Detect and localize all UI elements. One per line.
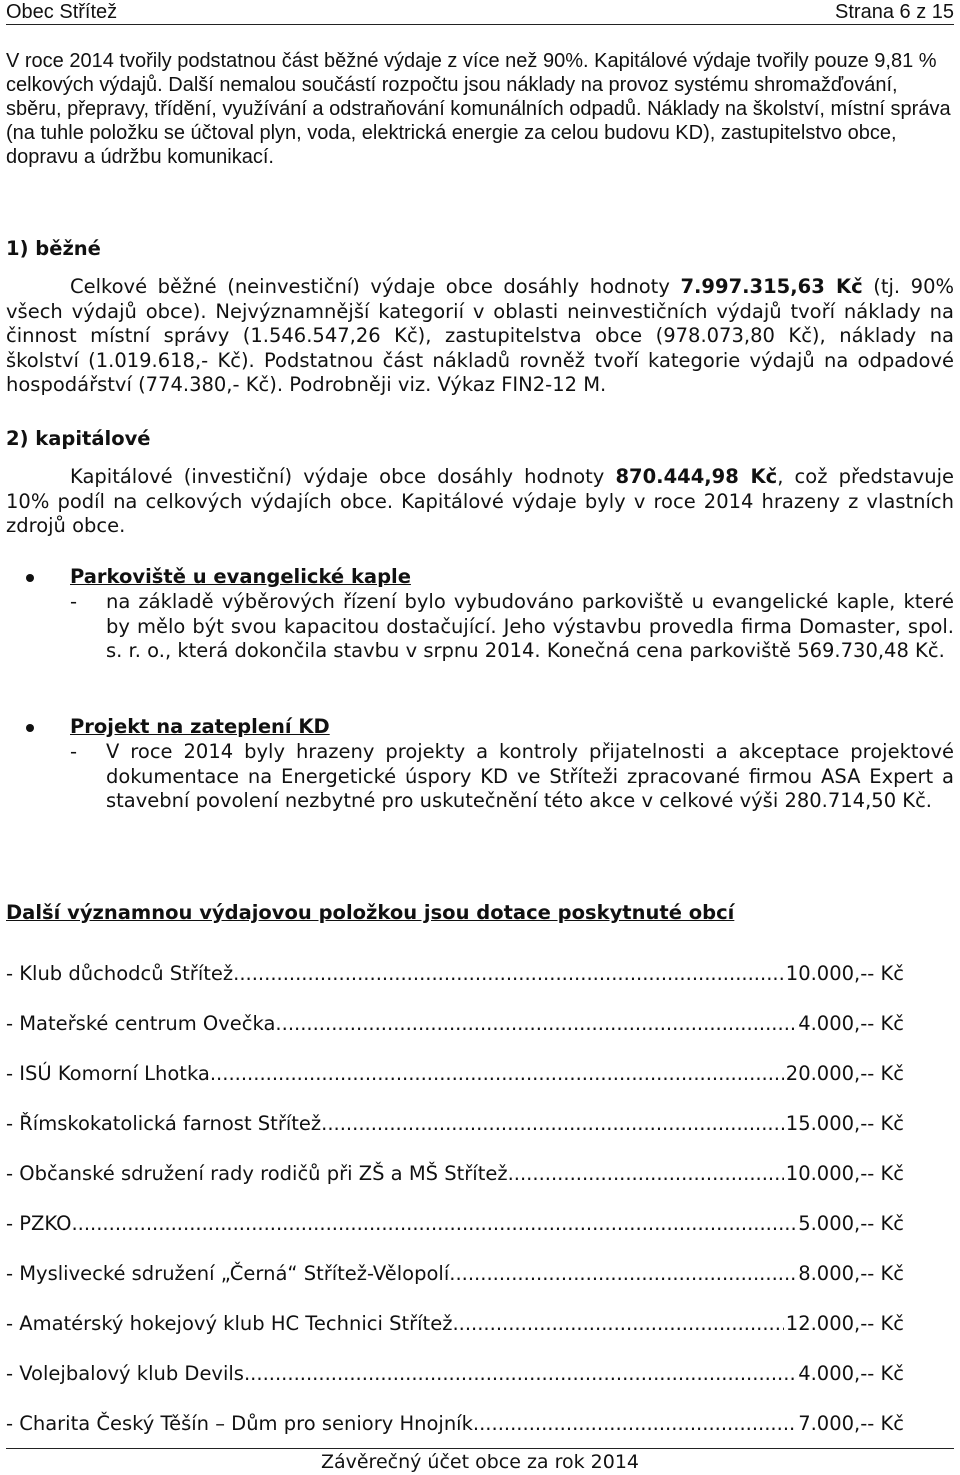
grant-amount: 10.000,-- Kč <box>785 962 904 985</box>
grant-amount: 4.000,-- Kč <box>798 1362 904 1385</box>
header-municipality: Obec Střítež <box>6 1 118 23</box>
grant-recipient: - Volejbalový klub Devils <box>6 1362 244 1385</box>
grant-amount: 20.000,-- Kč <box>785 1062 904 1085</box>
grant-row <box>6 1212 904 1236</box>
grant-row <box>6 1412 904 1436</box>
grant-amount: 5.000,-- Kč <box>798 1212 904 1235</box>
current-expenses-paragraph <box>6 275 954 398</box>
dot-leader <box>275 1012 796 1036</box>
grant-row <box>6 1362 904 1386</box>
grant-recipient: - Myslivecké sdružení „Černá“ Střítež-Vělopolí <box>6 1262 450 1285</box>
grant-recipient: - ISÚ Komorní Lhotka <box>6 1062 210 1085</box>
grant-amount: 12.000,-- Kč <box>785 1312 904 1335</box>
current-expenses-text-2: (tj. 90% všech výdajů obce). Nejvýznamnější kategorií v oblasti neinvestičních výdajů tvoří náklady na činnost místní správy (1.546.547,26 Kč), zastupitelstva obce (978.073,80 Kč), náklady na školství (1.019.618,- Kč). Podstatnou část nákladů rovněž tvoří kategorie výdajů na odpadové hospodářství (774.380,- Kč). Podrobněji viz. Výkaz FIN2-12 M. <box>6 275 955 396</box>
project-item <box>6 565 954 695</box>
dot-leader <box>473 1412 796 1436</box>
capital-expenses-paragraph <box>6 465 954 539</box>
grant-row <box>6 1062 904 1086</box>
dot-leader <box>71 1212 796 1236</box>
dot-leader <box>210 1062 784 1086</box>
current-expenses-heading: 1) běžné <box>6 237 101 260</box>
grant-recipient: - Charita Český Těšín – Dům pro seniory Hnojník <box>6 1412 473 1435</box>
current-expenses-text-1: Celkové běžné (neinvestiční) výdaje obce dosáhly hodnoty <box>70 275 681 298</box>
capital-expenses-text-2: , což představuje 10% podíl na celkových výdajích obce. Kapitálové výdaje byly v roce 2014 hrazeny z vlastních zdrojů obce. <box>6 465 954 537</box>
capital-expenses-heading: 2) kapitálové <box>6 427 151 450</box>
grant-amount: 15.000,-- Kč <box>785 1112 904 1135</box>
grant-row <box>6 1112 904 1136</box>
header-page-number: Strana 6 z 15 <box>835 1 954 23</box>
bullet-icon <box>26 724 34 732</box>
project-item <box>6 715 954 845</box>
grant-row <box>6 962 904 986</box>
grants-heading: Další významnou výdajovou položkou jsou dotace poskytnuté obcí <box>6 901 735 924</box>
project-title: Projekt na zateplení KD <box>70 715 330 738</box>
grant-recipient: - Římskokatolická farnost Střítež <box>6 1112 322 1135</box>
capital-expenses-amount: 870.444,98 Kč <box>615 465 778 488</box>
grant-recipient: - Amatérský hokejový klub HC Technici Střítež <box>6 1312 453 1335</box>
dot-leader <box>233 962 784 986</box>
current-expenses-amount: 7.997.315,63 Kč <box>680 275 863 298</box>
grant-amount: 4.000,-- Kč <box>798 1012 904 1035</box>
grant-row <box>6 1012 904 1036</box>
project-description: V roce 2014 byly hrazeny projekty a kontroly přijatelnosti a akceptace projektové dokumentace na Energetické úspory KD ve Stříteži zpracované firmou ASA Expert a stavební povolení nezbytné pro uskutečnění této akce v celkové výši 280.714,50 Kč. <box>106 740 954 812</box>
grant-row <box>6 1312 904 1336</box>
project-dash: - <box>70 740 78 763</box>
dot-leader <box>321 1112 784 1136</box>
grant-recipient: - Mateřské centrum Ovečka <box>6 1012 276 1035</box>
intro-paragraph: V roce 2014 tvořily podstatnou část běžné výdaje z více než 90%. Kapitálové výdaje tvořily pouze 9,81 % celkových výdajů. Další nemalou součástí rozpočtu jsou náklady na provoz systému shromažďování, sběru, přepravy, třídění, využívání a odstraňování komunálních odpadů. Náklady na školství, místní správa (na tuhle položku se účtoval plyn, voda, elektrická energie za celou budovu KD), zastupitelstvo obce, dopravu a údržbu komunikací. <box>6 50 951 168</box>
dot-leader <box>508 1162 784 1186</box>
dot-leader <box>449 1262 796 1286</box>
project-dash: - <box>70 590 78 613</box>
grant-amount: 8.000,-- Kč <box>798 1262 904 1285</box>
capital-expenses-text-1: Kapitálové (investiční) výdaje obce dosáhly hodnoty <box>70 465 616 488</box>
project-title: Parkoviště u evangelické kaple <box>70 565 411 588</box>
grant-row <box>6 1162 904 1186</box>
grant-recipient: - PZKO <box>6 1212 72 1235</box>
document-page <box>6 0 954 1472</box>
project-description: na základě výběrových řízení bylo vybudováno parkoviště u evangelické kaple, které by mělo být svou kapacitou dostačující. Jeho výstavbu provedla firma Domaster, spol. s. r. o., která dokončila stavbu v srpnu 2014. Konečná cena parkoviště 569.730,48 Kč. <box>106 590 954 662</box>
page-header <box>6 0 954 25</box>
dot-leader <box>244 1362 796 1386</box>
grant-recipient: - Občanské sdružení rady rodičů při ZŠ a MŠ Střítež <box>6 1162 508 1185</box>
grant-amount: 10.000,-- Kč <box>785 1162 904 1185</box>
grant-recipient: - Klub důchodců Střítež <box>6 962 234 985</box>
bullet-icon <box>26 574 34 582</box>
grant-amount: 7.000,-- Kč <box>798 1412 904 1435</box>
page-footer: Závěrečný účet obce za rok 2014 <box>6 1448 954 1473</box>
grant-row <box>6 1262 904 1286</box>
dot-leader <box>452 1312 783 1336</box>
